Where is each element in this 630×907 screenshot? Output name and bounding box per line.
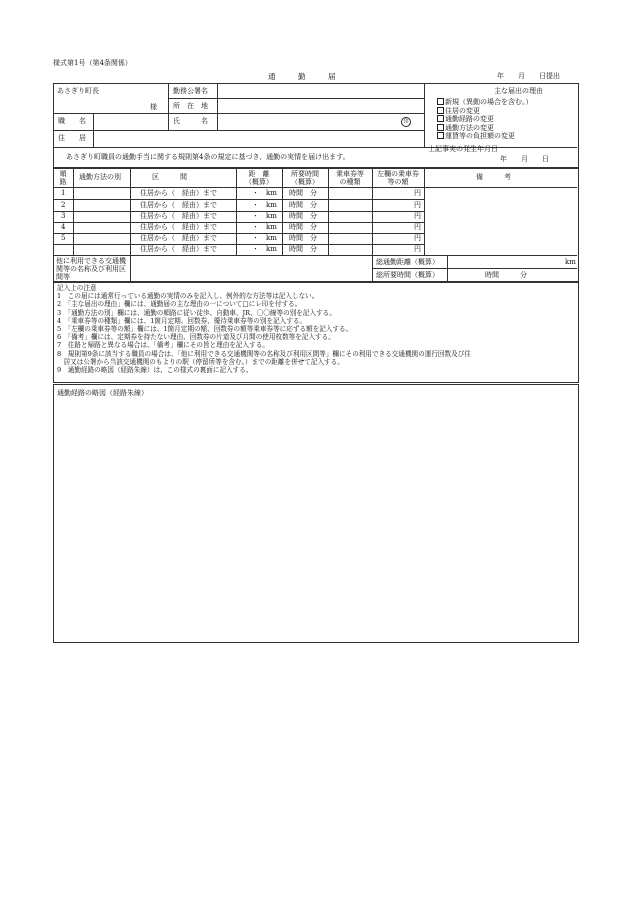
checkbox-icon[interactable] <box>437 132 444 139</box>
checkbox-icon[interactable] <box>437 115 444 122</box>
note-item: 5 「左欄の乗車券等の額」欄には、1箇月定期の額、回数券の額等乗車券等に応ずる額を記入する。 <box>57 325 353 334</box>
reason-item[interactable]: 新規（異動の場合を含む。） <box>437 98 533 107</box>
checkbox-icon[interactable] <box>437 107 444 114</box>
form-code: 様式第1号（第4条関係） <box>53 59 132 67</box>
row-time: 時間 分 <box>289 201 317 209</box>
row-time: 時間 分 <box>289 234 317 242</box>
other-transport-label: 他に利用できる交通機関等の名称及び利用区間等 <box>56 257 126 281</box>
header-section: 区 間 <box>152 173 187 181</box>
header-distance: 距 離（概算） <box>245 170 273 186</box>
row-time: 時間 分 <box>289 245 317 253</box>
note-item: 3 「通勤方法の別」欄には、通勤の順路に従い徒歩、自動車、JR、〇〇線等の別を記入する。 <box>57 308 336 317</box>
note-item: 居又は公署から当該交通機関のもよりの駅（停留所等を含む。）までの距離を併せて記入する。 <box>57 357 344 366</box>
header-remarks: 備 考 <box>476 173 511 181</box>
office-label: 勤務公署名 <box>173 87 208 95</box>
row-yen: 円 <box>414 212 421 220</box>
route-map-title: 通勤経路の略図（経路朱線） <box>57 389 148 397</box>
row-distance: ・ km <box>252 212 277 220</box>
declaration: あさぎり町職員の通勤手当に関する規則第4条の規定に基づき、通勤の実情を届け出ます。 <box>66 153 350 161</box>
row-section: 住居から（ 経由）まで <box>140 212 217 220</box>
seal-mark: 印 <box>401 117 411 127</box>
reasons-header: 主な届出の理由 <box>494 87 543 95</box>
row-yen: 円 <box>414 223 421 231</box>
row-distance: ・ km <box>252 234 277 242</box>
row-yen: 円 <box>414 245 421 253</box>
total-time-value: 時間 分 <box>485 271 527 279</box>
route-map-box[interactable] <box>53 384 579 643</box>
residence-label: 住 居 <box>58 134 86 142</box>
row-no: 3 <box>61 212 66 220</box>
total-time-label: 総所要時間（概算） <box>376 271 439 279</box>
notes-header: 記入上の注意 <box>57 284 97 292</box>
row-section: 住居から（ 経由）まで <box>140 201 217 209</box>
row-distance: ・ km <box>252 201 277 209</box>
row-no: 1 <box>61 189 66 197</box>
name-label: 氏 名 <box>173 117 208 125</box>
sama-label: 様 <box>150 103 157 111</box>
position-label: 職 名 <box>58 117 86 125</box>
note-item: 7 往路と帰路と異なる場合は、「備考」欄にその旨と理由を記入する。 <box>57 341 269 350</box>
addressee: あさぎり町長 <box>57 87 99 95</box>
location-label: 所 在 地 <box>173 102 208 110</box>
row-yen: 円 <box>414 201 421 209</box>
reason-item[interactable]: 運賃等の負担額の変更 <box>437 132 533 141</box>
checkbox-icon[interactable] <box>437 98 444 105</box>
note-item: 9 通勤経路の略図（経路朱線）は、この様式の裏面に記入する。 <box>57 366 253 375</box>
reason-item[interactable]: 住居の変更 <box>437 107 533 116</box>
row-no: 5 <box>61 234 66 242</box>
submit-date: 年 月 日提出 <box>497 72 560 80</box>
header-time: 所要時間（概算） <box>291 170 319 186</box>
row-time: 時間 分 <box>289 189 317 197</box>
row-distance: ・ km <box>252 223 277 231</box>
row-section: 住居から（ 経由）まで <box>140 234 217 242</box>
reason-item[interactable]: 通勤方法の変更 <box>437 124 533 133</box>
row-distance: ・ km <box>252 189 277 197</box>
row-section: 住居から（ 経由）まで <box>140 223 217 231</box>
row-time: 時間 分 <box>289 212 317 220</box>
note-item: 6 「備考」欄には、定期券を持たない理由、回数券の片道及び月間の使用枚数等を記入する。 <box>57 333 335 342</box>
header-method: 通勤方法の別 <box>79 173 121 181</box>
row-section: 住居から（ 経由）まで <box>140 189 217 197</box>
row-no: 2 <box>61 201 66 209</box>
header-no: 順路 <box>59 170 67 186</box>
note-item: 8 規則第9条に該当する職員の場合は、「他に利用できる交通機関等の名称及び利用区間等」欄にその利用できる交通機関の運行回数及び住 <box>57 349 471 358</box>
note-item: 2 「主な届出の理由」欄には、通勤届の主な理由の一について□にレ印を付する。 <box>57 300 302 309</box>
reason-item[interactable]: 通勤経路の変更 <box>437 115 533 124</box>
row-section: 住居から（ 経由）まで <box>140 245 217 253</box>
row-yen: 円 <box>414 189 421 197</box>
note-item: 4 「乗車券等の種類」欄には、1箇月定期、回数券、優待乗車券等の別を記入する。 <box>57 316 307 325</box>
row-distance: ・ km <box>252 245 277 253</box>
total-distance-unit: km <box>565 258 576 266</box>
form-title: 通 勤 届 <box>268 72 336 81</box>
checkbox-icon[interactable] <box>437 124 444 131</box>
reasons-list <box>437 98 533 141</box>
fact-date-label: 上記事実の発生年月日 <box>428 145 498 153</box>
notes-list <box>57 284 471 374</box>
total-distance-label: 総通勤距離（概算） <box>376 258 439 266</box>
header-ticket-amount: 左欄の乗車券等の額 <box>377 170 419 186</box>
row-yen: 円 <box>414 234 421 242</box>
header-ticket-type: 乗車券等の種類 <box>336 170 364 186</box>
fact-date: 年 月 日 <box>500 155 549 163</box>
row-time: 時間 分 <box>289 223 317 231</box>
row-no: 4 <box>61 223 66 231</box>
note-item: 1 この届には通常行っている通勤の実情のみを記入し、例外的な方法等は記入しない。 <box>57 292 319 301</box>
